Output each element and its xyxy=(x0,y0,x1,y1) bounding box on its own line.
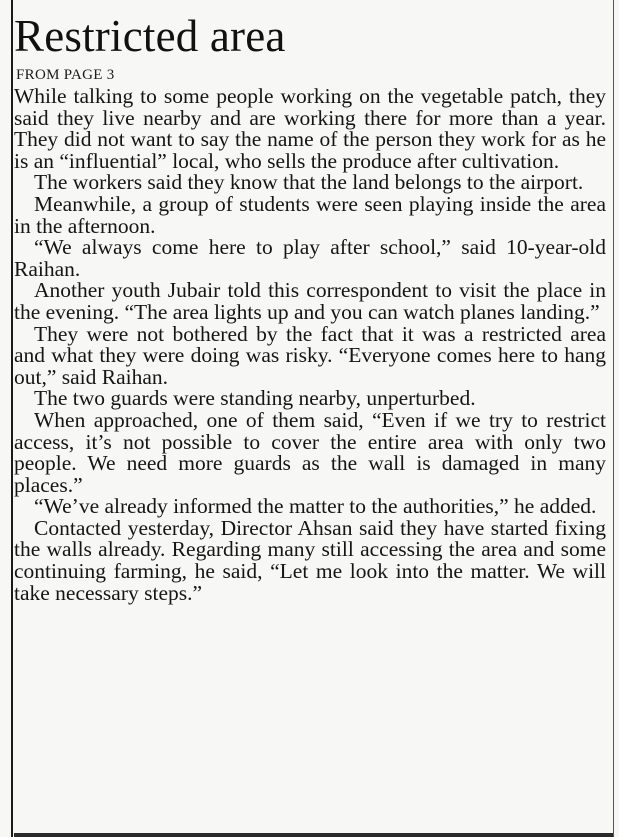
continuation-label: FROM PAGE 3 xyxy=(16,67,115,83)
paragraph: When approached, one of them said, “Even if we try to restrict access, it’s not possible to cover the entire area with only two people. We need more guards as the wall is damaged in many places.” xyxy=(14,407,606,497)
paragraph: They were not bothered by the fact that it was a restricted area and what they were doing was risky. “Everyone comes here to hang out,” said Raihan. xyxy=(14,321,606,389)
paragraph: “We always come here to play after school,” said 10-year-old Raihan. xyxy=(14,235,606,281)
bottom-rule xyxy=(14,833,613,837)
column-rule-left xyxy=(11,0,13,837)
paragraph: The workers said they know that the land belongs to the airport. xyxy=(34,170,584,195)
headline: Restricted area xyxy=(14,11,286,61)
paragraph: The two guards were standing nearby, unperturbed. xyxy=(34,386,476,411)
paragraph: Another youth Jubair told this correspondent to visit the place in the evening. “The area lights up and you can watch planes landing.” xyxy=(14,278,606,324)
column-rule-right xyxy=(613,0,614,837)
paragraph: “We’ve already informed the matter to the authorities,” he added. xyxy=(34,494,597,519)
paragraph: Meanwhile, a group of students were seen playing inside the area in the afternoon. xyxy=(14,191,606,238)
paragraph: While talking to some people working on the vegetable patch, they said they live nearby and are working there for more than a year. They did not want to say the name of the person they work for as he is an “influential” local, who sells the produce after cultivation. xyxy=(14,84,606,173)
article-body xyxy=(14,86,606,604)
paragraph: Contacted yesterday, Director Ahsan said they have started fixing the walls already. Regarding many still accessing the area and some continuing farming, he said, “Let me look into the matter. We will take necessary steps.” xyxy=(14,515,606,605)
article xyxy=(14,12,606,604)
